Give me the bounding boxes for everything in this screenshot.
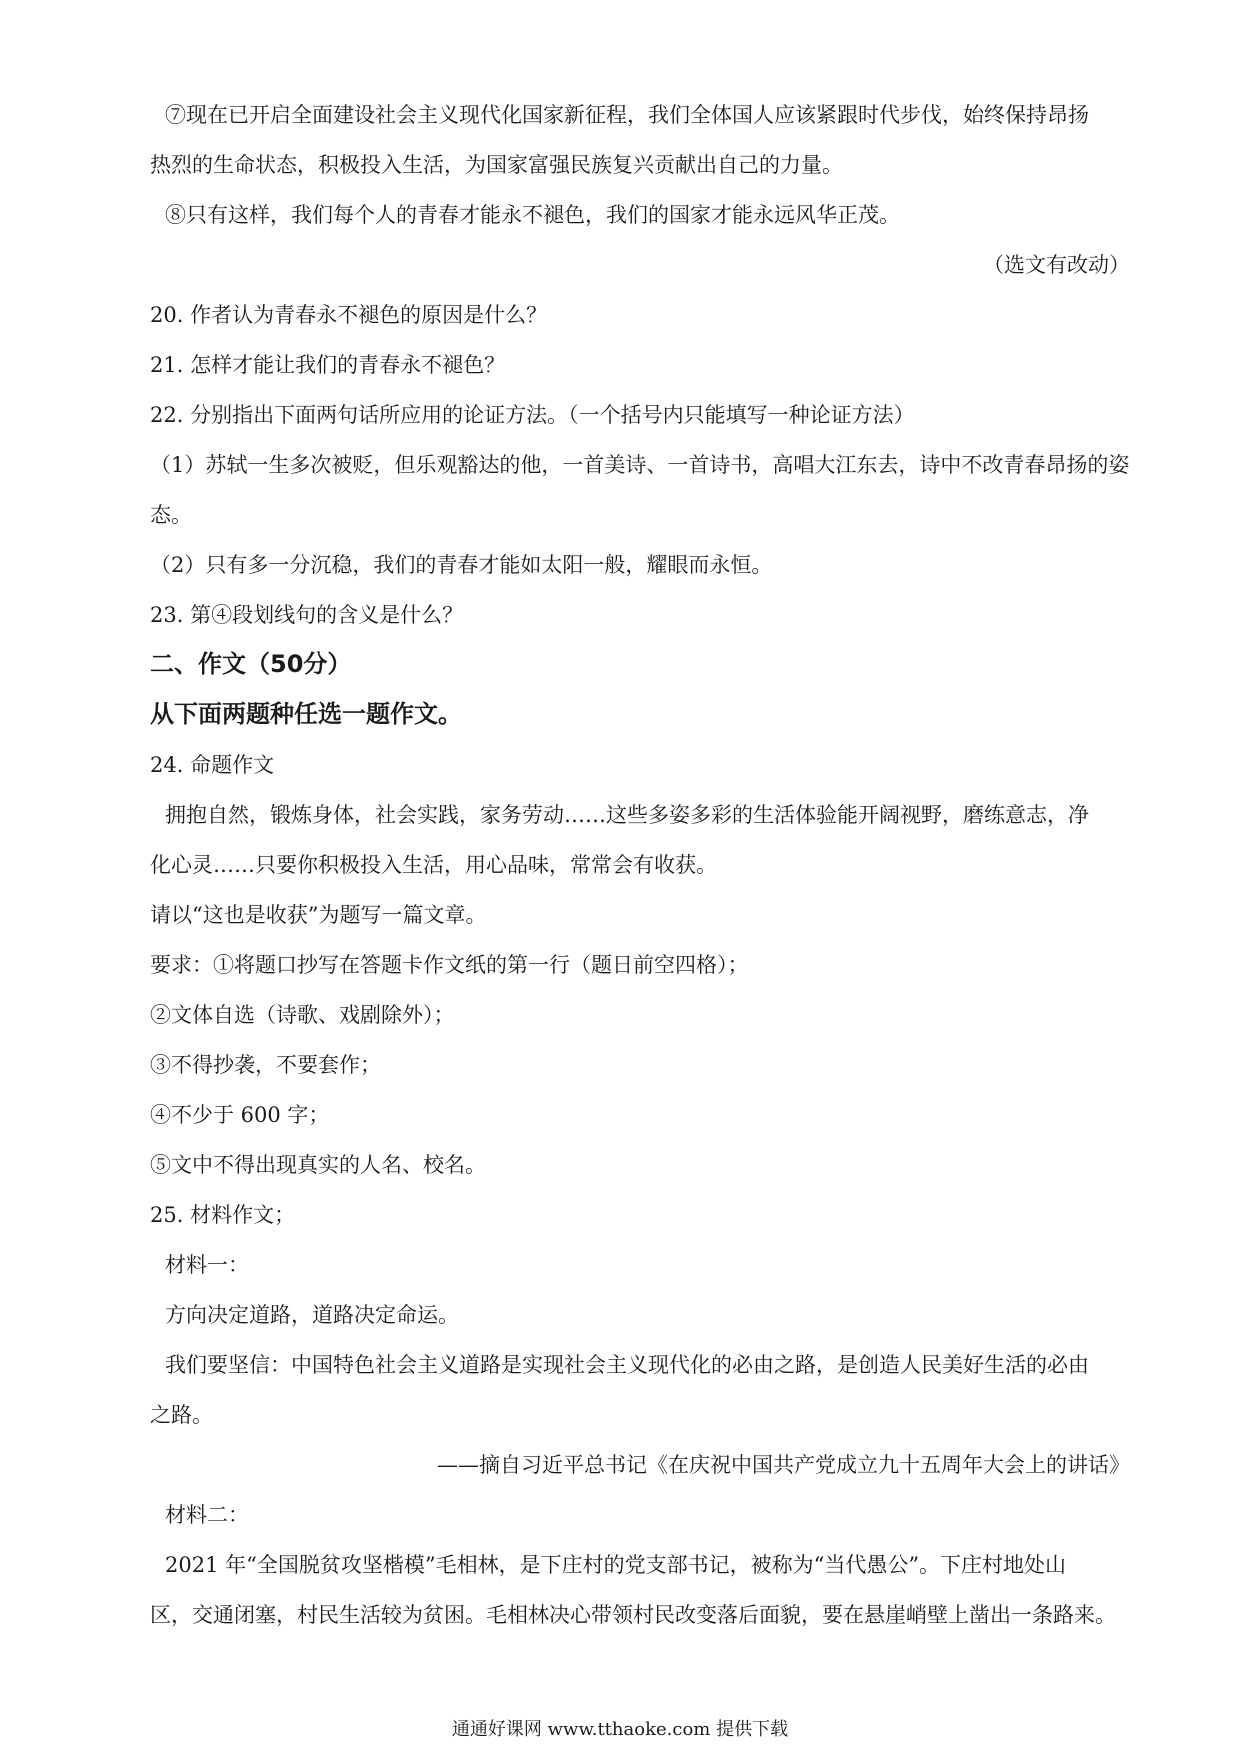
question-22-part-1-line-1: （1）苏轼一生多次被贬，但乐观豁达的他，一首美诗、一首诗书，高唱大江东去，诗中不改青春昂扬的姿 <box>150 453 1130 477</box>
source-note: （选文有改动） <box>983 253 1130 277</box>
composition-section-title: 二、作文（50分） <box>150 650 352 678</box>
passage-paragraph-8: ⑧只有这样，我们每个人的青春才能永不褪色，我们的国家才能永远风华正茂。 <box>165 203 900 227</box>
question-24-prompt: 请以“这也是收获”为题写一篇文章。 <box>150 903 487 927</box>
requirement-2: ②文体自选（诗歌、戏剧除外）； <box>150 1003 455 1027</box>
material-2-line-1: 2021 年“全国脱贫攻坚楷模”毛相林，是下庄村的党支部书记，被称为“当代愚公”。下庄村地处山 <box>165 1553 1067 1577</box>
question-21: 21. 怎样才能让我们的青春永不褪色？ <box>150 353 506 377</box>
question-20: 20. 作者认为青春永不褪色的原因是什么？ <box>150 303 548 327</box>
material-1-label: 材料一： <box>165 1253 249 1277</box>
composition-instruction: 从下面两题种任选一题作文。 <box>150 700 462 728</box>
question-22-part-1-line-2: 态。 <box>150 503 192 527</box>
material-1-line-2a: 我们要坚信：中国特色社会主义道路是实现社会主义现代化的必由之路，是创造人民美好生活的必由 <box>165 1353 1089 1377</box>
material-1-line-1: 方向决定道路，道路决定命运。 <box>165 1303 459 1327</box>
material-1-line-2b: 之路。 <box>150 1403 213 1427</box>
question-24-text-line-2: 化心灵……只要你积极投入生活，用心品味，常常会有收获。 <box>150 853 717 877</box>
question-22-part-2: （2）只有多一分沉稳，我们的青春才能如太阳一般，耀眼而永恒。 <box>150 553 773 577</box>
requirement-4: ④不少于 600 字； <box>150 1103 330 1127</box>
passage-paragraph-7-line-1: ⑦现在已开启全面建设社会主义现代化国家新征程，我们全体国人应该紧跟时代步伐，始终保持昂扬 <box>165 103 1089 127</box>
material-2-label: 材料二： <box>165 1503 249 1527</box>
requirement-1: 要求：①将题口抄写在答题卡作文纸的第一行（题日前空四格）； <box>150 953 749 977</box>
material-1-source: ——摘自习近平总书记《在庆祝中国共产党成立九十五周年大会上的讲话》 <box>437 1453 1130 1477</box>
question-24-title: 24. 命题作文 <box>150 753 275 777</box>
page-footer: 通通好课网 www.tthaoke.com 提供下载 <box>451 1719 789 1740</box>
material-2-line-2: 区，交通闭塞，村民生活较为贫困。毛相林决心带领村民改变落后面貌，要在悬崖峭壁上凿出一条路来。 <box>150 1603 1116 1627</box>
question-23: 23. 第④段划线句的含义是什么？ <box>150 603 464 627</box>
question-22: 22. 分别指出下面两句话所应用的论证方法。（一个括号内只能填写一种论证方法） <box>150 403 915 427</box>
passage-paragraph-7-line-2: 热烈的生命状态，积极投入生活，为国家富强民族复兴贡献出自己的力量。 <box>150 153 843 177</box>
requirement-5: ⑤文中不得出现真实的人名、校名。 <box>150 1153 486 1177</box>
question-25-title: 25. 材料作文； <box>150 1203 296 1227</box>
question-24-text-line-1: 拥抱自然，锻炼身体，社会实践，家务劳动……这些多姿多彩的生活体验能开阔视野，磨练意志，净 <box>165 803 1089 827</box>
requirement-3: ③不得抄袭，不要套作； <box>150 1053 381 1077</box>
